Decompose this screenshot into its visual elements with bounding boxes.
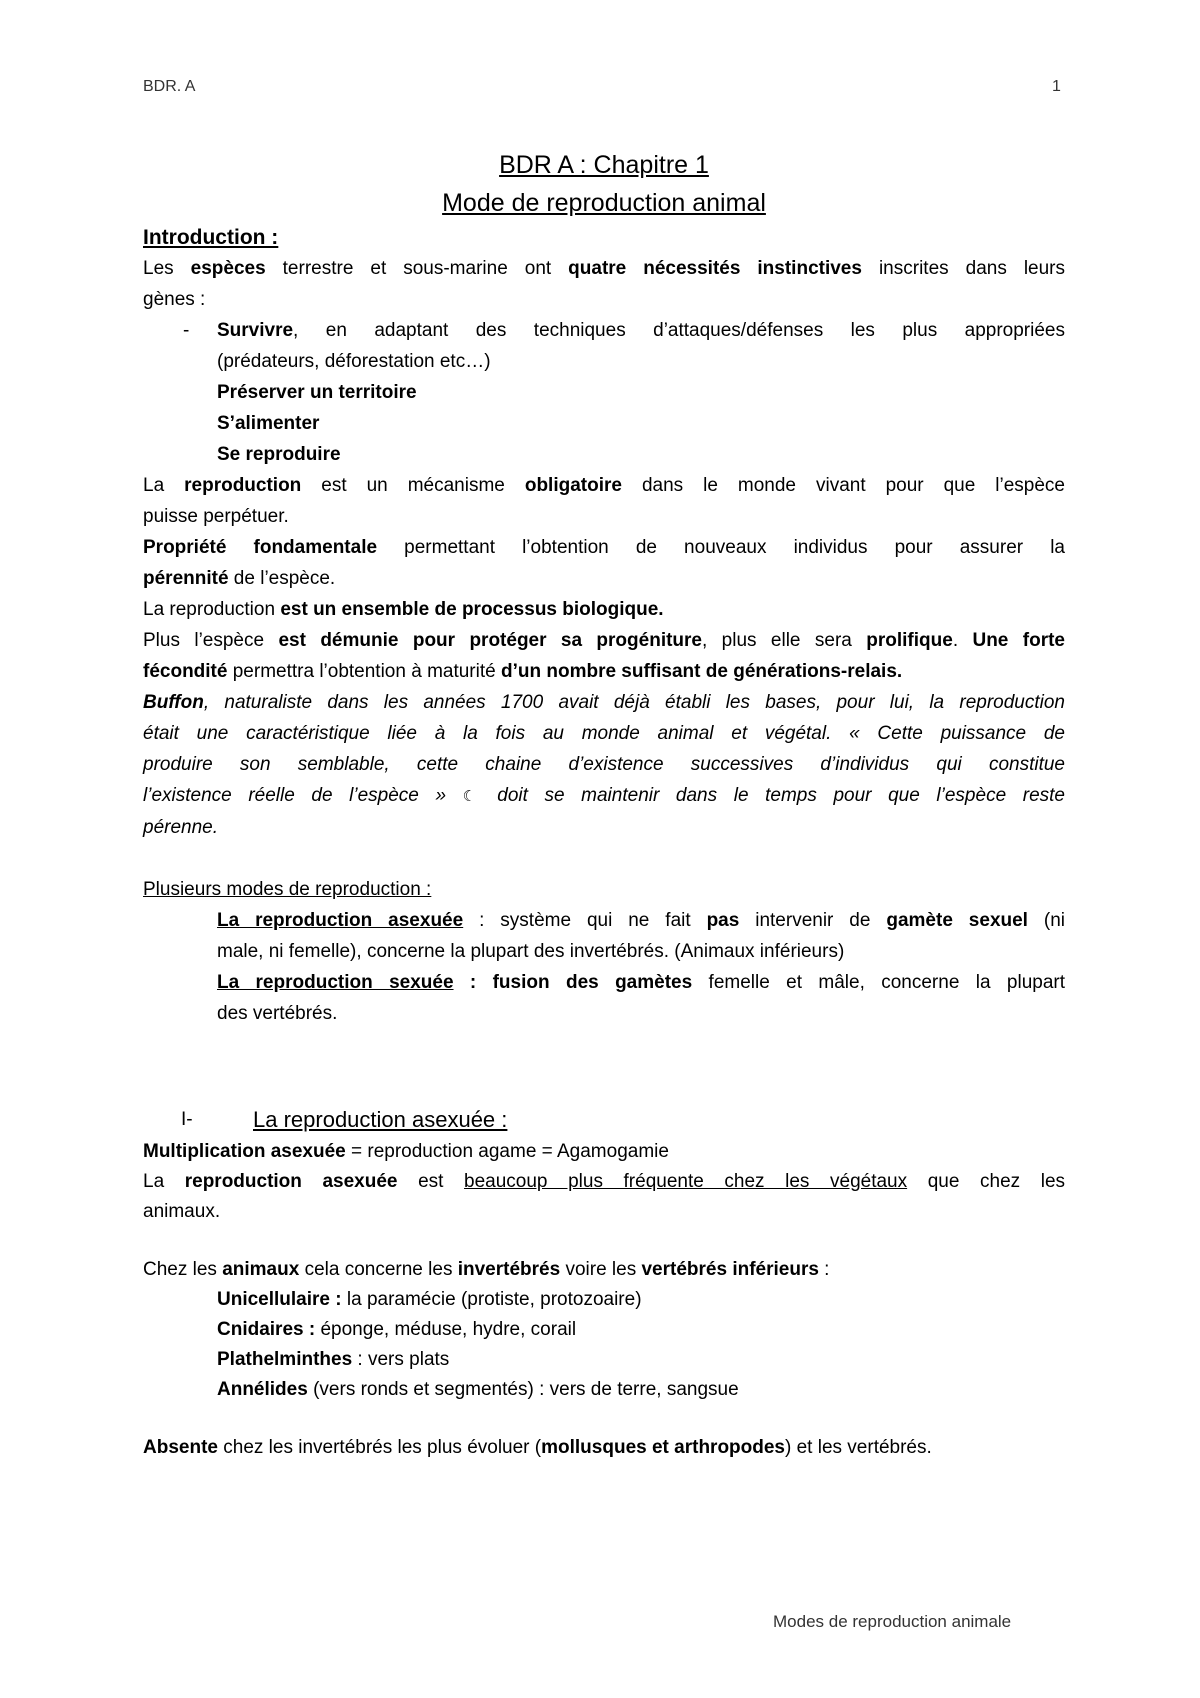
document-subtitle: Mode de reproduction animal bbox=[442, 189, 766, 217]
intro-paragraph-2: La reproduction est un mécanisme obligatoire dans le monde vivant pour que l’espèce bbox=[143, 475, 1065, 496]
document-body bbox=[143, 146, 1065, 1463]
mode-sexual: La reproduction sexuée : fusion des gamètes femelle et mâle, concerne la plupart bbox=[217, 972, 1066, 993]
need-item-feed: S’alimenter bbox=[217, 413, 320, 434]
buffon-quote-line-1: Buffon, naturaliste dans les années 1700 avait déjà établi les bases, pour lui, la reproduction bbox=[143, 692, 1065, 713]
section-title: La reproduction asexuée : bbox=[253, 1107, 508, 1132]
page-number: 1 bbox=[1052, 78, 1061, 95]
buffon-quote-line-3: produire son semblable, cette chaine d’existence successives d’individus qui constitue bbox=[143, 754, 1065, 775]
section1-paragraph-3: Chez les animaux cela concerne les invertébrés voire les vertébrés inférieurs : bbox=[143, 1259, 830, 1280]
need-item-survive: - Survivre, en adaptant des techniques d’attaques/défenses les plus appropriées bbox=[183, 320, 1065, 341]
intro-heading: Introduction : bbox=[143, 226, 279, 249]
header-left: BDR. A bbox=[143, 78, 196, 95]
mode-asexual-cont: male, ni femelle), concerne la plupart des invertébrés. (Animaux inférieurs) bbox=[217, 941, 845, 962]
group-item: Cnidaires : éponge, méduse, hydre, corail bbox=[217, 1319, 577, 1340]
intro-paragraph-3: Propriété fondamentale permettant l’obtention de nouveaux individus pour assurer la bbox=[143, 537, 1065, 558]
section-number: I- bbox=[181, 1109, 193, 1130]
footer-text: Modes de reproduction animale bbox=[773, 1612, 1012, 1631]
need-item-survive-cont: (prédateurs, déforestation etc…) bbox=[217, 351, 491, 372]
need-item-reproduce: Se reproduire bbox=[217, 444, 341, 465]
intro-paragraph-5: Plus l’espèce est démunie pour protéger sa progéniture, plus elle sera prolifique. Une forte bbox=[143, 630, 1065, 651]
mode-asexual: La reproduction asexuée : système qui ne fait pas intervenir de gamète sexuel (ni bbox=[217, 910, 1066, 931]
footnote-marker-icon: ☾ bbox=[462, 788, 477, 805]
document-title: BDR A : Chapitre 1 bbox=[499, 151, 709, 179]
mode-sexual-cont: des vertébrés. bbox=[217, 1003, 338, 1024]
group-item: Unicellulaire : la paramécie (protiste, protozoaire) bbox=[217, 1289, 642, 1310]
section1-paragraph-1: Multiplication asexuée = reproduction agame = Agamogamie bbox=[143, 1141, 669, 1162]
buffon-quote-line-4: l’existence réelle de l’espèce » ☾ doit se maintenir dans le temps pour que l’espèce reste bbox=[143, 780, 1065, 812]
intro-paragraph-4: La reproduction est un ensemble de processus biologique. bbox=[143, 599, 664, 620]
intro-paragraph-1-end: gènes : bbox=[143, 289, 206, 310]
group-item: Annélides (vers ronds et segmentés) : vers de terre, sangsue bbox=[217, 1379, 739, 1400]
section1-paragraph-2: La reproduction asexuée est beaucoup plus fréquente chez les végétaux que chez les bbox=[143, 1171, 1066, 1192]
intro-paragraph-3-end: pérennité de l’espèce. bbox=[143, 568, 336, 589]
modes-heading: Plusieurs modes de reproduction : bbox=[143, 879, 432, 900]
buffon-quote-line-5: pérenne. bbox=[143, 817, 219, 838]
buffon-quote-line-2: était une caractéristique liée à la fois au monde animal et végétal. « Cette puissance de bbox=[143, 723, 1065, 744]
section1-paragraph-2-end: animaux. bbox=[143, 1201, 221, 1222]
section1-paragraph-4: Absente chez les invertébrés les plus évoluer (mollusques et arthropodes) et les vertébrés. bbox=[143, 1437, 932, 1458]
need-item-territory: Préserver un territoire bbox=[217, 382, 417, 403]
group-item: Plathelminthes : vers plats bbox=[217, 1349, 450, 1370]
intro-paragraph-2-end: puisse perpétuer. bbox=[143, 506, 289, 527]
intro-paragraph-5-end: fécondité permettra l’obtention à maturité d’un nombre suffisant de générations-relais. bbox=[143, 661, 903, 682]
section-1-heading bbox=[143, 1103, 1065, 1137]
intro-paragraph-1: Les espèces terrestre et sous-marine ont quatre nécessités instinctives inscrites dans leurs bbox=[143, 258, 1066, 279]
